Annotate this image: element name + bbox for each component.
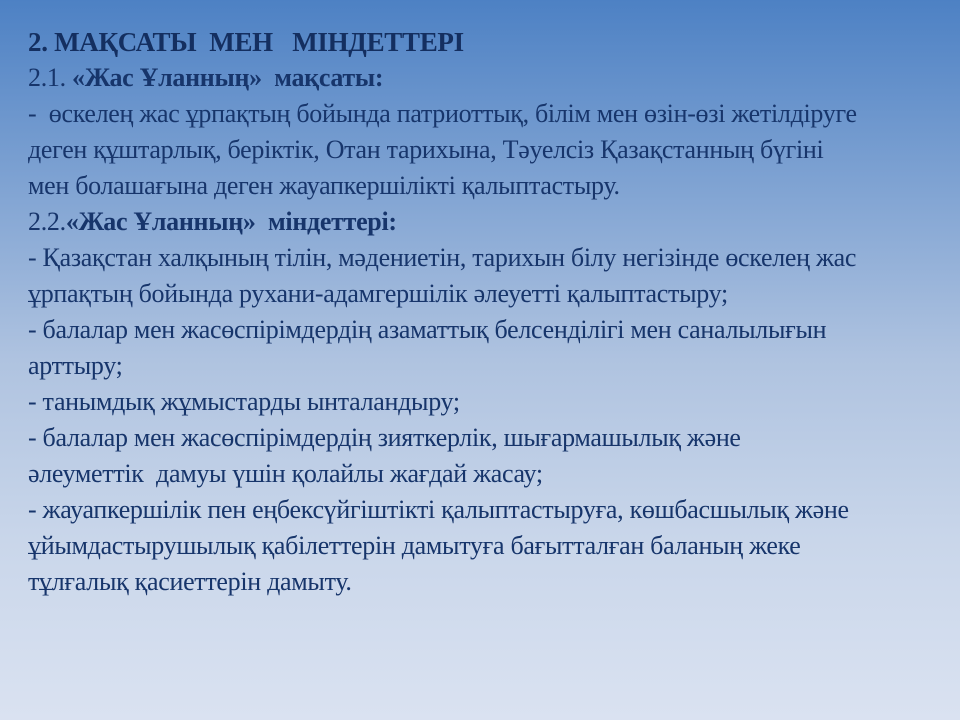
text-line: ұрпақтың бойында рухани-адамгершілік әлеуетті қалыптастыру;	[28, 279, 728, 308]
text-line: деген құштарлық, беріктік, Отан тарихына, Тәуелсіз Қазақстанның бүгіні	[28, 135, 824, 164]
text-line: - балалар мен жасөспірімдердің зияткерлік, шығармашылық және	[28, 423, 741, 452]
text-line: ұйымдастырушылық қабілеттерін дамытуға бағытталған баланың жеке	[28, 531, 801, 560]
text-line: - өскелең жас ұрпақтың бойында патриоттық, білім мен өзін-өзі жетілдіруге	[28, 99, 857, 128]
subheading-title: «Жас Ұланның» міндеттері:	[65, 207, 397, 236]
text-line: - балалар мен жасөспірімдердің азаматтық белсенділігі мен саналылығын	[28, 315, 827, 344]
subheading-title: «Жас Ұланның» мақсаты:	[72, 63, 384, 92]
section-subheading	[28, 204, 944, 240]
text-line: - Қазақстан халқының тілін, мәдениетін, тарихын білу негізінде өскелең жас	[28, 243, 857, 272]
subheading-number: 2.1.	[28, 63, 73, 92]
text-line: әлеуметтік дамуы үшін қолайлы жағдай жасау;	[28, 459, 543, 488]
text-line: - танымдық жұмыстарды ынталандыру;	[28, 387, 460, 416]
section-subheading	[28, 60, 944, 96]
slide-text-block	[28, 24, 944, 600]
subheading-number: 2.2.	[28, 207, 66, 236]
text-line: - жауапкершілік пен еңбексүйгіштікті қалыптастыруға, көшбасшылық және	[28, 495, 849, 524]
text-line: арттыру;	[28, 351, 123, 380]
slide-heading: 2. МАҚСАТЫ МЕН МІНДЕТТЕРІ	[28, 27, 464, 57]
text-line: тұлғалық қасиеттерін дамыту.	[28, 567, 352, 596]
text-line: мен болашағына деген жауапкершілікті қалыптастыру.	[28, 171, 620, 200]
